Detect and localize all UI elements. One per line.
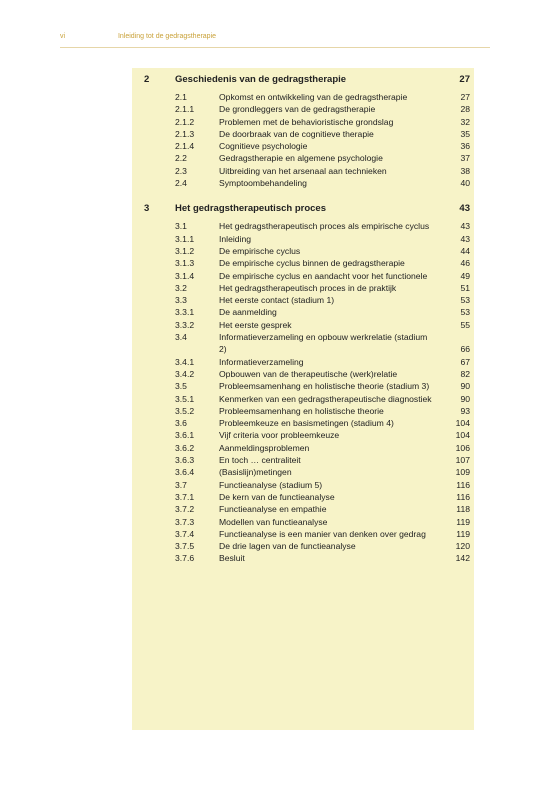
section-page: 40 bbox=[460, 178, 470, 189]
section-number: 3.5.1 bbox=[175, 393, 195, 404]
section-title: Cognitieve psychologie bbox=[219, 141, 308, 152]
section-title: Informatieverzameling bbox=[219, 356, 304, 367]
section-title: Gedragstherapie en algemene psychologie bbox=[219, 153, 383, 164]
section-page: 35 bbox=[460, 128, 470, 139]
section-page: 104 bbox=[455, 418, 470, 429]
section-number: 3.7.1 bbox=[175, 491, 195, 502]
section-entry bbox=[144, 103, 470, 115]
section-number: 3.7 bbox=[175, 479, 187, 490]
section-entry bbox=[144, 257, 470, 269]
section-number: 3.1.3 bbox=[175, 258, 195, 269]
section-number: 3.1.2 bbox=[175, 245, 195, 256]
chapter-title: Het gedragstherapeutisch proces bbox=[175, 203, 326, 215]
section-number: 3.4.2 bbox=[175, 368, 195, 379]
section-number: 3.6.3 bbox=[175, 455, 195, 466]
section-entry bbox=[144, 165, 470, 177]
section-number: 3.3.2 bbox=[175, 319, 195, 330]
section-page: 55 bbox=[460, 319, 470, 330]
section-entry bbox=[144, 152, 470, 164]
section-entry bbox=[144, 220, 470, 232]
section-page: 118 bbox=[456, 504, 470, 515]
section-title: Besluit bbox=[219, 553, 245, 564]
section-page: 51 bbox=[460, 282, 470, 293]
section-entry bbox=[144, 491, 470, 503]
section-number: 3.6 bbox=[175, 418, 187, 429]
section-entry bbox=[144, 466, 470, 478]
section-number: 2.1.4 bbox=[175, 141, 195, 152]
section-page: 49 bbox=[460, 270, 470, 281]
section-title: De kern van de functieanalyse bbox=[219, 491, 335, 502]
section-page: 53 bbox=[460, 307, 470, 318]
section-page: 82 bbox=[460, 368, 470, 379]
section-page: 106 bbox=[455, 442, 470, 453]
section-number: 3.7.6 bbox=[175, 553, 195, 564]
section-number: 3.7.3 bbox=[175, 516, 195, 527]
section-entry bbox=[144, 282, 470, 294]
section-page: 90 bbox=[460, 393, 470, 404]
section-page: 116 bbox=[456, 491, 470, 502]
section-title: Functieanalyse (stadium 5) bbox=[219, 479, 323, 490]
section-number: 3.6.4 bbox=[175, 467, 195, 478]
section-title: En toch … centraliteit bbox=[219, 455, 301, 466]
section-entry bbox=[144, 503, 470, 515]
section-number: 3.6.1 bbox=[175, 430, 195, 441]
section-entry bbox=[144, 91, 470, 103]
section-title: Het gedragstherapeutisch proces als empirische cyclus bbox=[219, 221, 430, 232]
section-page: 32 bbox=[460, 116, 470, 127]
section-number: 3.5 bbox=[175, 381, 187, 392]
section-title: Inleiding bbox=[219, 233, 252, 244]
section-title: Het gedragstherapeutisch proces in de praktijk bbox=[219, 282, 397, 293]
section-entry bbox=[144, 128, 470, 140]
section-entry bbox=[144, 294, 470, 306]
section-entry bbox=[144, 528, 470, 540]
section-title: De empirische cyclus en aandacht voor het functionele bbox=[219, 270, 428, 281]
running-head-title: Inleiding tot de gedragstherapie bbox=[117, 33, 217, 40]
chapter-number: 2 bbox=[144, 74, 150, 85]
section-page: 104 bbox=[455, 430, 470, 441]
section-number: 3.2 bbox=[175, 282, 187, 293]
section-entry bbox=[144, 429, 470, 441]
section-number: 3.7.4 bbox=[175, 528, 195, 539]
chapter-page: 27 bbox=[459, 74, 470, 85]
section-page: 116 bbox=[456, 479, 470, 490]
section-title: (Basislijn)metingen bbox=[219, 467, 292, 478]
section-page: 93 bbox=[460, 405, 470, 416]
section-number: 2.1.1 bbox=[175, 104, 195, 115]
section-entry bbox=[144, 140, 470, 152]
section-page: 46 bbox=[460, 258, 470, 269]
section-entry bbox=[144, 306, 470, 318]
section-entry bbox=[144, 270, 470, 282]
chapter-page: 43 bbox=[459, 203, 470, 215]
section-title: Probleemkeuze en basismetingen (stadium 4) bbox=[219, 418, 394, 429]
section-entry bbox=[144, 319, 470, 331]
chapter-entry bbox=[144, 202, 470, 215]
section-number: 3.1.1 bbox=[175, 233, 195, 244]
section-title: Het eerste gesprek bbox=[219, 319, 292, 330]
chapter-title: Geschiedenis van de gedragstherapie bbox=[175, 74, 347, 85]
section-page: 43 bbox=[460, 233, 470, 244]
section-title: Functieanalyse is een manier van denken over gedrag bbox=[219, 528, 426, 539]
section-page: 28 bbox=[460, 104, 470, 115]
page-number: vi bbox=[60, 33, 66, 40]
section-number: 3.7.2 bbox=[175, 504, 195, 515]
section-title: Aanmeldingsproblemen bbox=[219, 442, 310, 453]
section-entry bbox=[144, 356, 470, 368]
section-title: Functieanalyse en empathie bbox=[219, 504, 327, 515]
section-number: 3.1.4 bbox=[175, 270, 195, 281]
section-number: 3.4 bbox=[175, 332, 187, 343]
section-entry bbox=[144, 479, 470, 491]
section-title: Problemen met de behavioristische grondslag bbox=[219, 116, 394, 127]
section-title: Uitbreiding van het arsenaal aan technieken bbox=[219, 165, 387, 176]
section-entry bbox=[144, 405, 470, 417]
section-entry bbox=[144, 368, 470, 380]
section-title: Vijf criteria voor probleemkeuze bbox=[219, 430, 340, 441]
section-title: De doorbraak van de cognitieve therapie bbox=[219, 128, 374, 139]
section-number: 3.5.2 bbox=[175, 405, 195, 416]
section-title: Symptoombehandeling bbox=[219, 178, 307, 189]
section-page: 142 bbox=[455, 553, 470, 564]
section-page: 119 bbox=[456, 528, 470, 539]
section-page: 38 bbox=[460, 165, 470, 176]
section-title: Het eerste contact (stadium 1) bbox=[219, 295, 335, 306]
section-page: 119 bbox=[456, 516, 470, 527]
section-number: 2.3 bbox=[175, 165, 187, 176]
section-number: 3.6.2 bbox=[175, 442, 195, 453]
section-title: De empirische cyclus bbox=[219, 245, 301, 256]
section-number: 2.4 bbox=[175, 178, 187, 189]
section-page: 27 bbox=[460, 92, 470, 102]
section-title: De empirische cyclus binnen de gedragstherapie bbox=[219, 258, 405, 269]
chapter-entry bbox=[144, 73, 470, 86]
section-title: Probleemsamenhang en holistische theorie bbox=[219, 405, 384, 416]
section-page: 37 bbox=[460, 153, 470, 164]
section-entry bbox=[144, 245, 470, 257]
section-entry bbox=[144, 233, 470, 245]
section-title: Informatieverzameling en opbouw werkrelatie (stadium 2) bbox=[219, 332, 428, 355]
table-of-contents bbox=[144, 73, 470, 565]
section-entry bbox=[144, 177, 470, 189]
section-page: 36 bbox=[460, 141, 470, 152]
section-number: 3.3.1 bbox=[175, 307, 195, 318]
section-page: 43 bbox=[460, 221, 470, 232]
section-title: De drie lagen van de functieanalyse bbox=[219, 541, 356, 552]
section-page: 53 bbox=[460, 295, 470, 306]
section-page: 120 bbox=[455, 541, 470, 552]
section-entry bbox=[144, 516, 470, 528]
section-page: 44 bbox=[460, 245, 470, 256]
section-number: 3.4.1 bbox=[175, 356, 195, 367]
section-entry bbox=[144, 454, 470, 466]
section-title: Kenmerken van een gedragstherapeutische diagnostiek bbox=[219, 393, 432, 404]
section-entry bbox=[144, 417, 470, 429]
section-entry bbox=[144, 393, 470, 405]
section-entry bbox=[144, 540, 470, 552]
section-title: Modellen van functieanalyse bbox=[219, 516, 328, 527]
section-number: 3.7.5 bbox=[175, 541, 195, 552]
section-entry bbox=[144, 552, 470, 564]
running-head bbox=[60, 33, 490, 48]
section-title: Probleemsamenhang en holistische theorie (stadium 3) bbox=[219, 381, 430, 392]
section-number: 2.1.3 bbox=[175, 128, 195, 139]
section-number: 3.1 bbox=[175, 221, 187, 232]
section-page: 66 bbox=[460, 344, 470, 355]
section-title: De grondleggers van de gedragstherapie bbox=[219, 104, 376, 115]
chapter-number: 3 bbox=[144, 203, 150, 215]
section-page: 67 bbox=[460, 356, 470, 367]
section-page: 90 bbox=[460, 381, 470, 392]
section-number: 2.1.2 bbox=[175, 116, 195, 127]
section-title: Opbouwen van de therapeutische (werk)relatie bbox=[219, 368, 398, 379]
section-entry bbox=[144, 442, 470, 454]
section-page: 107 bbox=[455, 455, 470, 466]
section-number: 2.2 bbox=[175, 153, 187, 164]
section-entry bbox=[144, 380, 470, 392]
section-number: 3.3 bbox=[175, 295, 187, 306]
section-entry bbox=[144, 331, 470, 356]
section-page: 109 bbox=[455, 467, 470, 478]
section-title: Opkomst en ontwikkeling van de gedragstherapie bbox=[219, 92, 408, 102]
section-entry bbox=[144, 116, 470, 128]
section-title: De aanmelding bbox=[219, 307, 277, 318]
section-number: 2.1 bbox=[175, 92, 187, 102]
